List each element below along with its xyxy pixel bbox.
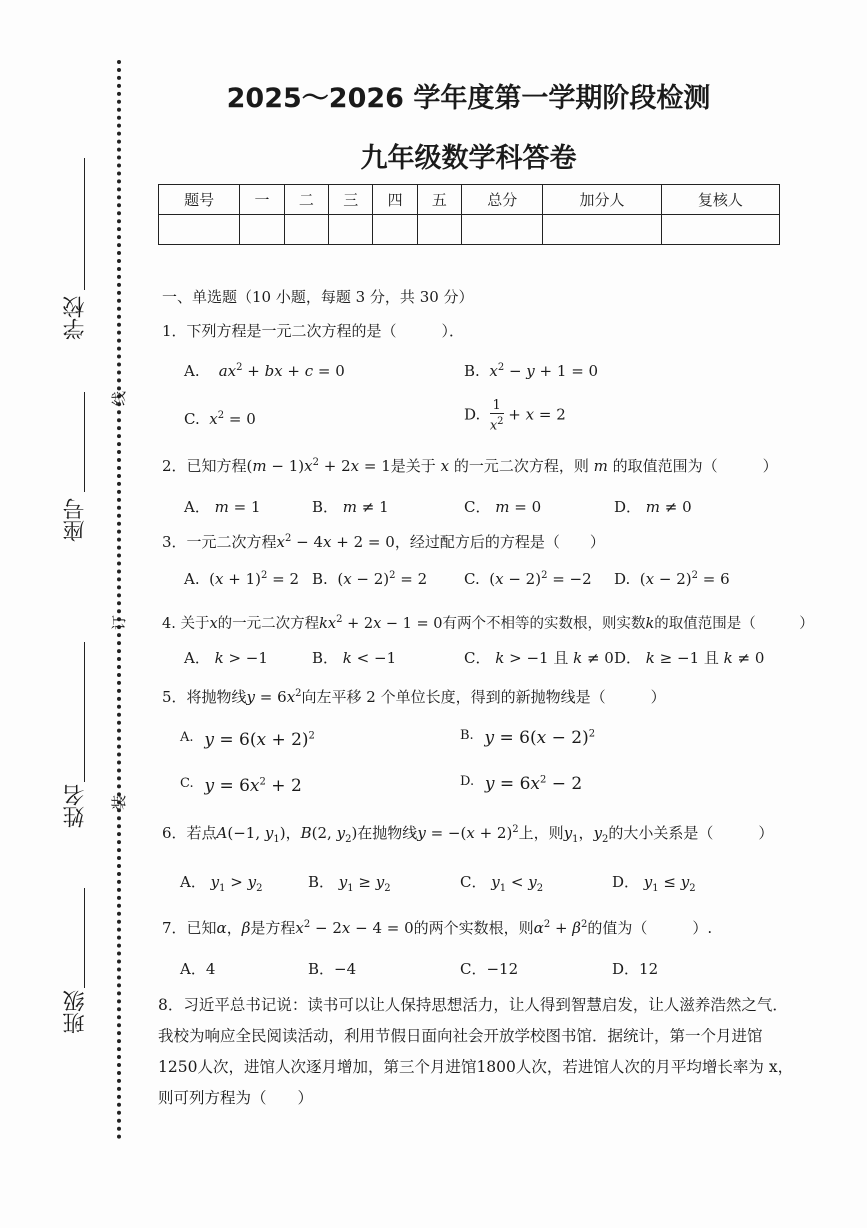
score-header-cell: 复核人	[661, 185, 779, 215]
score-cell[interactable]	[284, 215, 328, 245]
seat-label: 座号	[63, 498, 88, 542]
q7-option-a: A．4	[180, 960, 216, 978]
q8-paragraph: 8．习近平总书记说：读书可以让人保持思想活力，让人得到智慧启发，让人滋养浩然之气．我校为响应全民阅读活动，利用节假日面向社会开放学校图书馆．据统计，第一个月进馆1250人次，进馆人次逐月增加，第三个月进馆1800人次，若进馆人次的月平均增长率为 x，则可列方程为（ ）	[158, 996, 794, 1107]
class-label: 班级	[63, 990, 88, 1034]
binding-dotted-line	[117, 60, 121, 1140]
q1-option-c: C. $x^2 = 0$	[184, 410, 256, 428]
q5-option-d: $^{D.}$ $y = 6x^2 - 2$	[460, 774, 583, 794]
q4-stem: 4. 关于x的一元二次方程$kx^2 + 2x - 1 = 0$有两个不相等的实数根，则实数k的取值范围是（ ）	[162, 614, 814, 632]
score-cell[interactable]	[159, 215, 240, 245]
q7-stem: 7．已知α，β是方程$x^2 - 2x - 4 = 0$的两个实数根，则$\alpha^2 + \beta^2$的值为（ ）.	[162, 919, 713, 937]
q6-option-c: C． $y_1 < y_2$	[460, 873, 544, 894]
q7-option-d: D．12	[612, 960, 659, 978]
q6-option-a: A． $y_1 > y_2$	[180, 873, 263, 894]
q5-option-c: $^{C.}$ $y = 6x^2 + 2$	[180, 776, 302, 796]
page-subtitle: 九年级数学科答卷	[360, 143, 577, 174]
q1-option-a: A. $ax^2$ + bx + c = 0	[184, 362, 345, 380]
q6-stem: 6．若点A(−1, $y_1$)，B(2, $y_2$)在抛物线$y = -(x + 2)^2$上，则$y_1$，$y_2$的大小关系是（ ）	[162, 824, 774, 845]
score-cell[interactable]	[329, 215, 373, 245]
q7-option-c: C．−12	[460, 960, 519, 978]
q4-option-c: C． k > −1 且 k ≠ 0	[464, 649, 614, 667]
score-header-cell: 一	[240, 185, 284, 215]
q3-option-c: C. $(x - 2)^2 = -2$	[464, 570, 592, 588]
q1-option-d: D. $\frac{1}{x^2}$ + x = 2	[464, 398, 566, 434]
score-header-cell: 二	[284, 185, 328, 215]
cut-mark-staple: 订	[110, 614, 129, 631]
q6-option-d: D． $y_1 \le y_2$	[612, 873, 696, 894]
q4-option-b: B． k < −1	[312, 649, 397, 667]
q3-option-a: A. $(x + 1)^2 = 2$	[184, 570, 299, 588]
score-cell[interactable]	[661, 215, 779, 245]
score-cell[interactable]	[417, 215, 461, 245]
q2-option-b: B． m ≠ 1	[312, 498, 389, 516]
name-blank-line	[84, 642, 85, 782]
score-header-cell: 五	[417, 185, 461, 215]
score-header-cell: 题号	[159, 185, 240, 215]
score-table-header-row	[159, 185, 780, 215]
cut-mark-line: 线	[110, 390, 129, 407]
cut-mark-bind: 装	[110, 794, 129, 811]
q1-option-b: B. $x^2 - y + 1 = 0$	[464, 362, 599, 380]
q2-option-d: D． m ≠ 0	[614, 498, 692, 516]
seat-blank-line	[84, 392, 85, 492]
q5-stem: 5．将抛物线$y = 6x^2$向左平移 2 个单位长度，得到的新抛物线是（ ）	[162, 688, 666, 706]
score-cell[interactable]	[543, 215, 661, 245]
score-header-cell: 加分人	[543, 185, 661, 215]
score-cell[interactable]	[373, 215, 417, 245]
score-header-cell: 总分	[462, 185, 543, 215]
score-cell[interactable]	[240, 215, 284, 245]
class-blank-line	[84, 888, 85, 988]
page-title: 2025～2026 学年度第一学期阶段检测	[226, 83, 711, 114]
name-label: 姓名	[63, 784, 88, 828]
q3-option-d: D. $(x - 2)^2 = 6$	[614, 570, 730, 588]
q4-option-a: A． k > −1	[184, 649, 268, 667]
score-table-entry-row	[159, 215, 780, 245]
q3-stem: 3．一元二次方程$x^2 - 4x + 2 = 0$，经过配方后的方程是（ ）	[162, 533, 605, 551]
score-cell[interactable]	[462, 215, 543, 245]
q7-option-b: B．−4	[308, 960, 357, 978]
school-blank-line	[84, 158, 85, 290]
q5-option-b: $^{B.}$ $y = 6(x - 2)^2$	[460, 728, 596, 748]
q3-option-b: B. $(x - 2)^2 = 2$	[312, 570, 428, 588]
score-header-cell: 三	[329, 185, 373, 215]
q4-option-d: D． k ≥ −1 且 k ≠ 0	[614, 649, 765, 667]
score-table	[158, 184, 780, 245]
section-heading: 一、单选题（10 小题，每题 3 分，共 30 分）	[162, 288, 474, 306]
q2-option-c: C． m = 0	[464, 498, 542, 516]
q2-stem: 2．已知方程$(m - 1)x^2 + 2x = 1$是关于 x 的一元二次方程，则 m 的取值范围为（ ）	[162, 457, 778, 475]
q2-option-a: A． m = 1	[184, 498, 261, 516]
q1-stem: 1．下列方程是一元二次方程的是（ ）．	[162, 322, 465, 340]
school-label: 学校	[63, 296, 88, 340]
q6-option-b: B． $y_1 \ge y_2$	[308, 873, 391, 894]
score-header-cell: 四	[373, 185, 417, 215]
q5-option-a: $^{A.}$ $y = 6(x + 2)^2$	[180, 730, 315, 750]
